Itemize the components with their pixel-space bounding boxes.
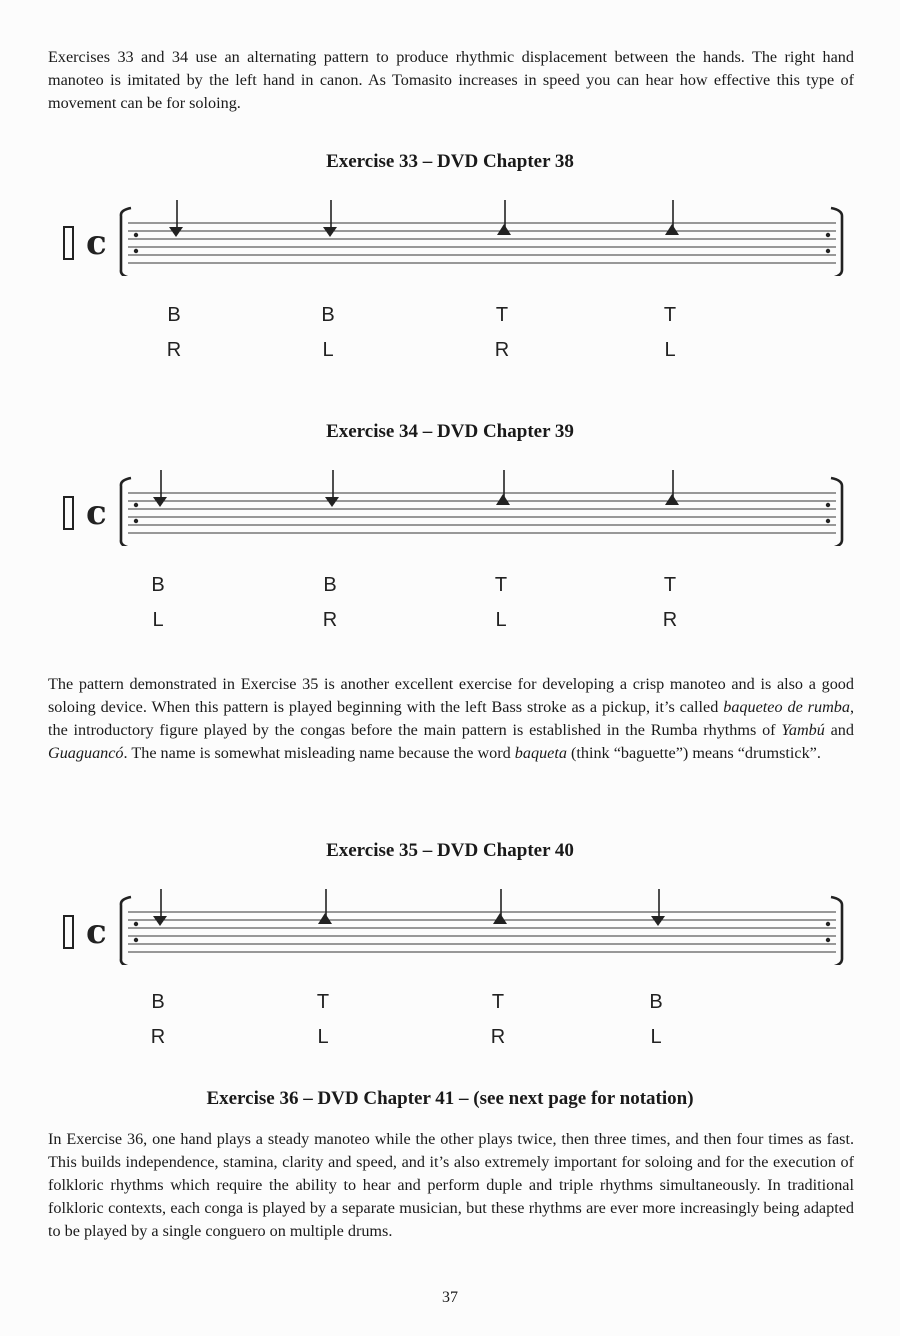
tone-note bbox=[665, 494, 679, 505]
stroke-label: B bbox=[151, 574, 165, 596]
stroke-label: T bbox=[663, 574, 677, 596]
hand-label: R bbox=[166, 339, 182, 361]
bass-note bbox=[323, 227, 337, 237]
italic-term: Yambú bbox=[781, 721, 825, 739]
repeat-dot bbox=[826, 922, 830, 926]
repeat-bracket-right bbox=[831, 897, 842, 965]
repeat-bracket-left bbox=[121, 897, 131, 965]
exercise-36-paragraph: In Exercise 36, one hand plays a steady manoteo while the other plays twice, then three times, and then four times as fast. This builds independence, stamina, clarity and speed, and it’s also extremely important for soloing and for the execution of folkloric rhythms which require the ability to hear and perform duple and triple rhythms simultaneously. In traditional folkloric contexts, each conga is played by a separate musician, but these rhythms are ever more increasingly being adapted to be played by a single conguero on multiple drums. bbox=[48, 1130, 854, 1240]
stroke-label: B bbox=[649, 991, 663, 1013]
stroke-label: T bbox=[663, 304, 677, 326]
stroke-label: T bbox=[316, 991, 330, 1013]
repeat-dot bbox=[134, 922, 138, 926]
exercise-36-title: Exercise 36 – DVD Chapter 41 – (see next page for notation) bbox=[206, 1088, 694, 1109]
hand-label: R bbox=[490, 1026, 506, 1048]
percussion-clef bbox=[64, 227, 73, 259]
repeat-bracket-left bbox=[121, 478, 131, 546]
stroke-label: T bbox=[491, 991, 505, 1013]
hand-label: L bbox=[322, 339, 334, 361]
intro-paragraph: Exercises 33 and 34 use an alternating pattern to produce rhythmic displacement between the hands. The right hand manoteo is imitated by the left hand in canon. As Tomasito increases in speed you can hear how effective this type of movement can be for soloing. bbox=[48, 48, 854, 112]
tone-note bbox=[496, 494, 510, 505]
exercise-35-staff bbox=[0, 885, 900, 965]
exercise-33-staff bbox=[0, 196, 900, 276]
page-number: 37 bbox=[442, 1289, 458, 1306]
tone-note bbox=[665, 224, 679, 235]
text-run: (think “baguette”) means “drumstick”. bbox=[566, 744, 821, 762]
time-signature: c bbox=[86, 912, 107, 952]
bass-note bbox=[153, 916, 167, 926]
repeat-dot bbox=[826, 233, 830, 237]
repeat-dot bbox=[826, 519, 830, 523]
stroke-label: B bbox=[321, 304, 335, 326]
repeat-dot bbox=[134, 519, 138, 523]
repeat-dot bbox=[826, 503, 830, 507]
repeat-dot bbox=[134, 249, 138, 253]
tone-note bbox=[493, 913, 507, 924]
hand-label: R bbox=[150, 1026, 166, 1048]
hand-label: L bbox=[495, 609, 507, 631]
hand-label: L bbox=[317, 1026, 329, 1048]
exercise-34-title: Exercise 34 – DVD Chapter 39 bbox=[326, 421, 574, 442]
exercise-34-staff bbox=[0, 466, 900, 546]
bass-note bbox=[651, 916, 665, 926]
repeat-dot bbox=[134, 233, 138, 237]
repeat-bracket-right bbox=[831, 208, 842, 276]
italic-term: Guaguancó bbox=[48, 744, 124, 762]
hand-label: R bbox=[494, 339, 510, 361]
repeat-bracket-left bbox=[121, 208, 131, 276]
repeat-dot bbox=[826, 938, 830, 942]
repeat-dot bbox=[134, 503, 138, 507]
text-run: and bbox=[824, 721, 854, 739]
text-run: , the introductory figure played by the congas before the main pattern is established in the Rumba rhythms of bbox=[48, 698, 854, 739]
italic-term: baqueta bbox=[514, 744, 567, 762]
exercise-33-title: Exercise 33 – DVD Chapter 38 bbox=[326, 151, 574, 172]
repeat-dot bbox=[134, 938, 138, 942]
text-run: . The name is somewhat misleading name because the word bbox=[123, 744, 515, 762]
tone-note bbox=[497, 224, 511, 235]
stroke-label: B bbox=[167, 304, 181, 326]
text-run: The pattern demonstrated in Exercise 35 is another excellent exercise for developing a crisp manoteo and is also a good soloing device. When this pattern is played beginning with the left Bass stroke as a pickup, it’s called bbox=[48, 675, 854, 716]
repeat-dot bbox=[826, 249, 830, 253]
hand-label: R bbox=[322, 609, 338, 631]
stroke-label: B bbox=[323, 574, 337, 596]
tone-note bbox=[318, 913, 332, 924]
time-signature: c bbox=[86, 223, 107, 263]
bass-note bbox=[169, 227, 183, 237]
bass-note bbox=[325, 497, 339, 507]
bass-note bbox=[153, 497, 167, 507]
hand-label: R bbox=[662, 609, 678, 631]
exercise-35-intro-paragraph bbox=[48, 673, 854, 765]
stroke-label: T bbox=[495, 304, 509, 326]
italic-term: baqueteo de rumba bbox=[723, 698, 850, 716]
stroke-label: T bbox=[494, 574, 508, 596]
percussion-clef bbox=[64, 916, 73, 948]
percussion-clef bbox=[64, 497, 73, 529]
hand-label: L bbox=[152, 609, 164, 631]
stroke-label: B bbox=[151, 991, 165, 1013]
hand-label: L bbox=[664, 339, 676, 361]
repeat-bracket-right bbox=[831, 478, 842, 546]
hand-label: L bbox=[650, 1026, 662, 1048]
time-signature: c bbox=[86, 493, 107, 533]
exercise-35-title: Exercise 35 – DVD Chapter 40 bbox=[326, 840, 574, 861]
